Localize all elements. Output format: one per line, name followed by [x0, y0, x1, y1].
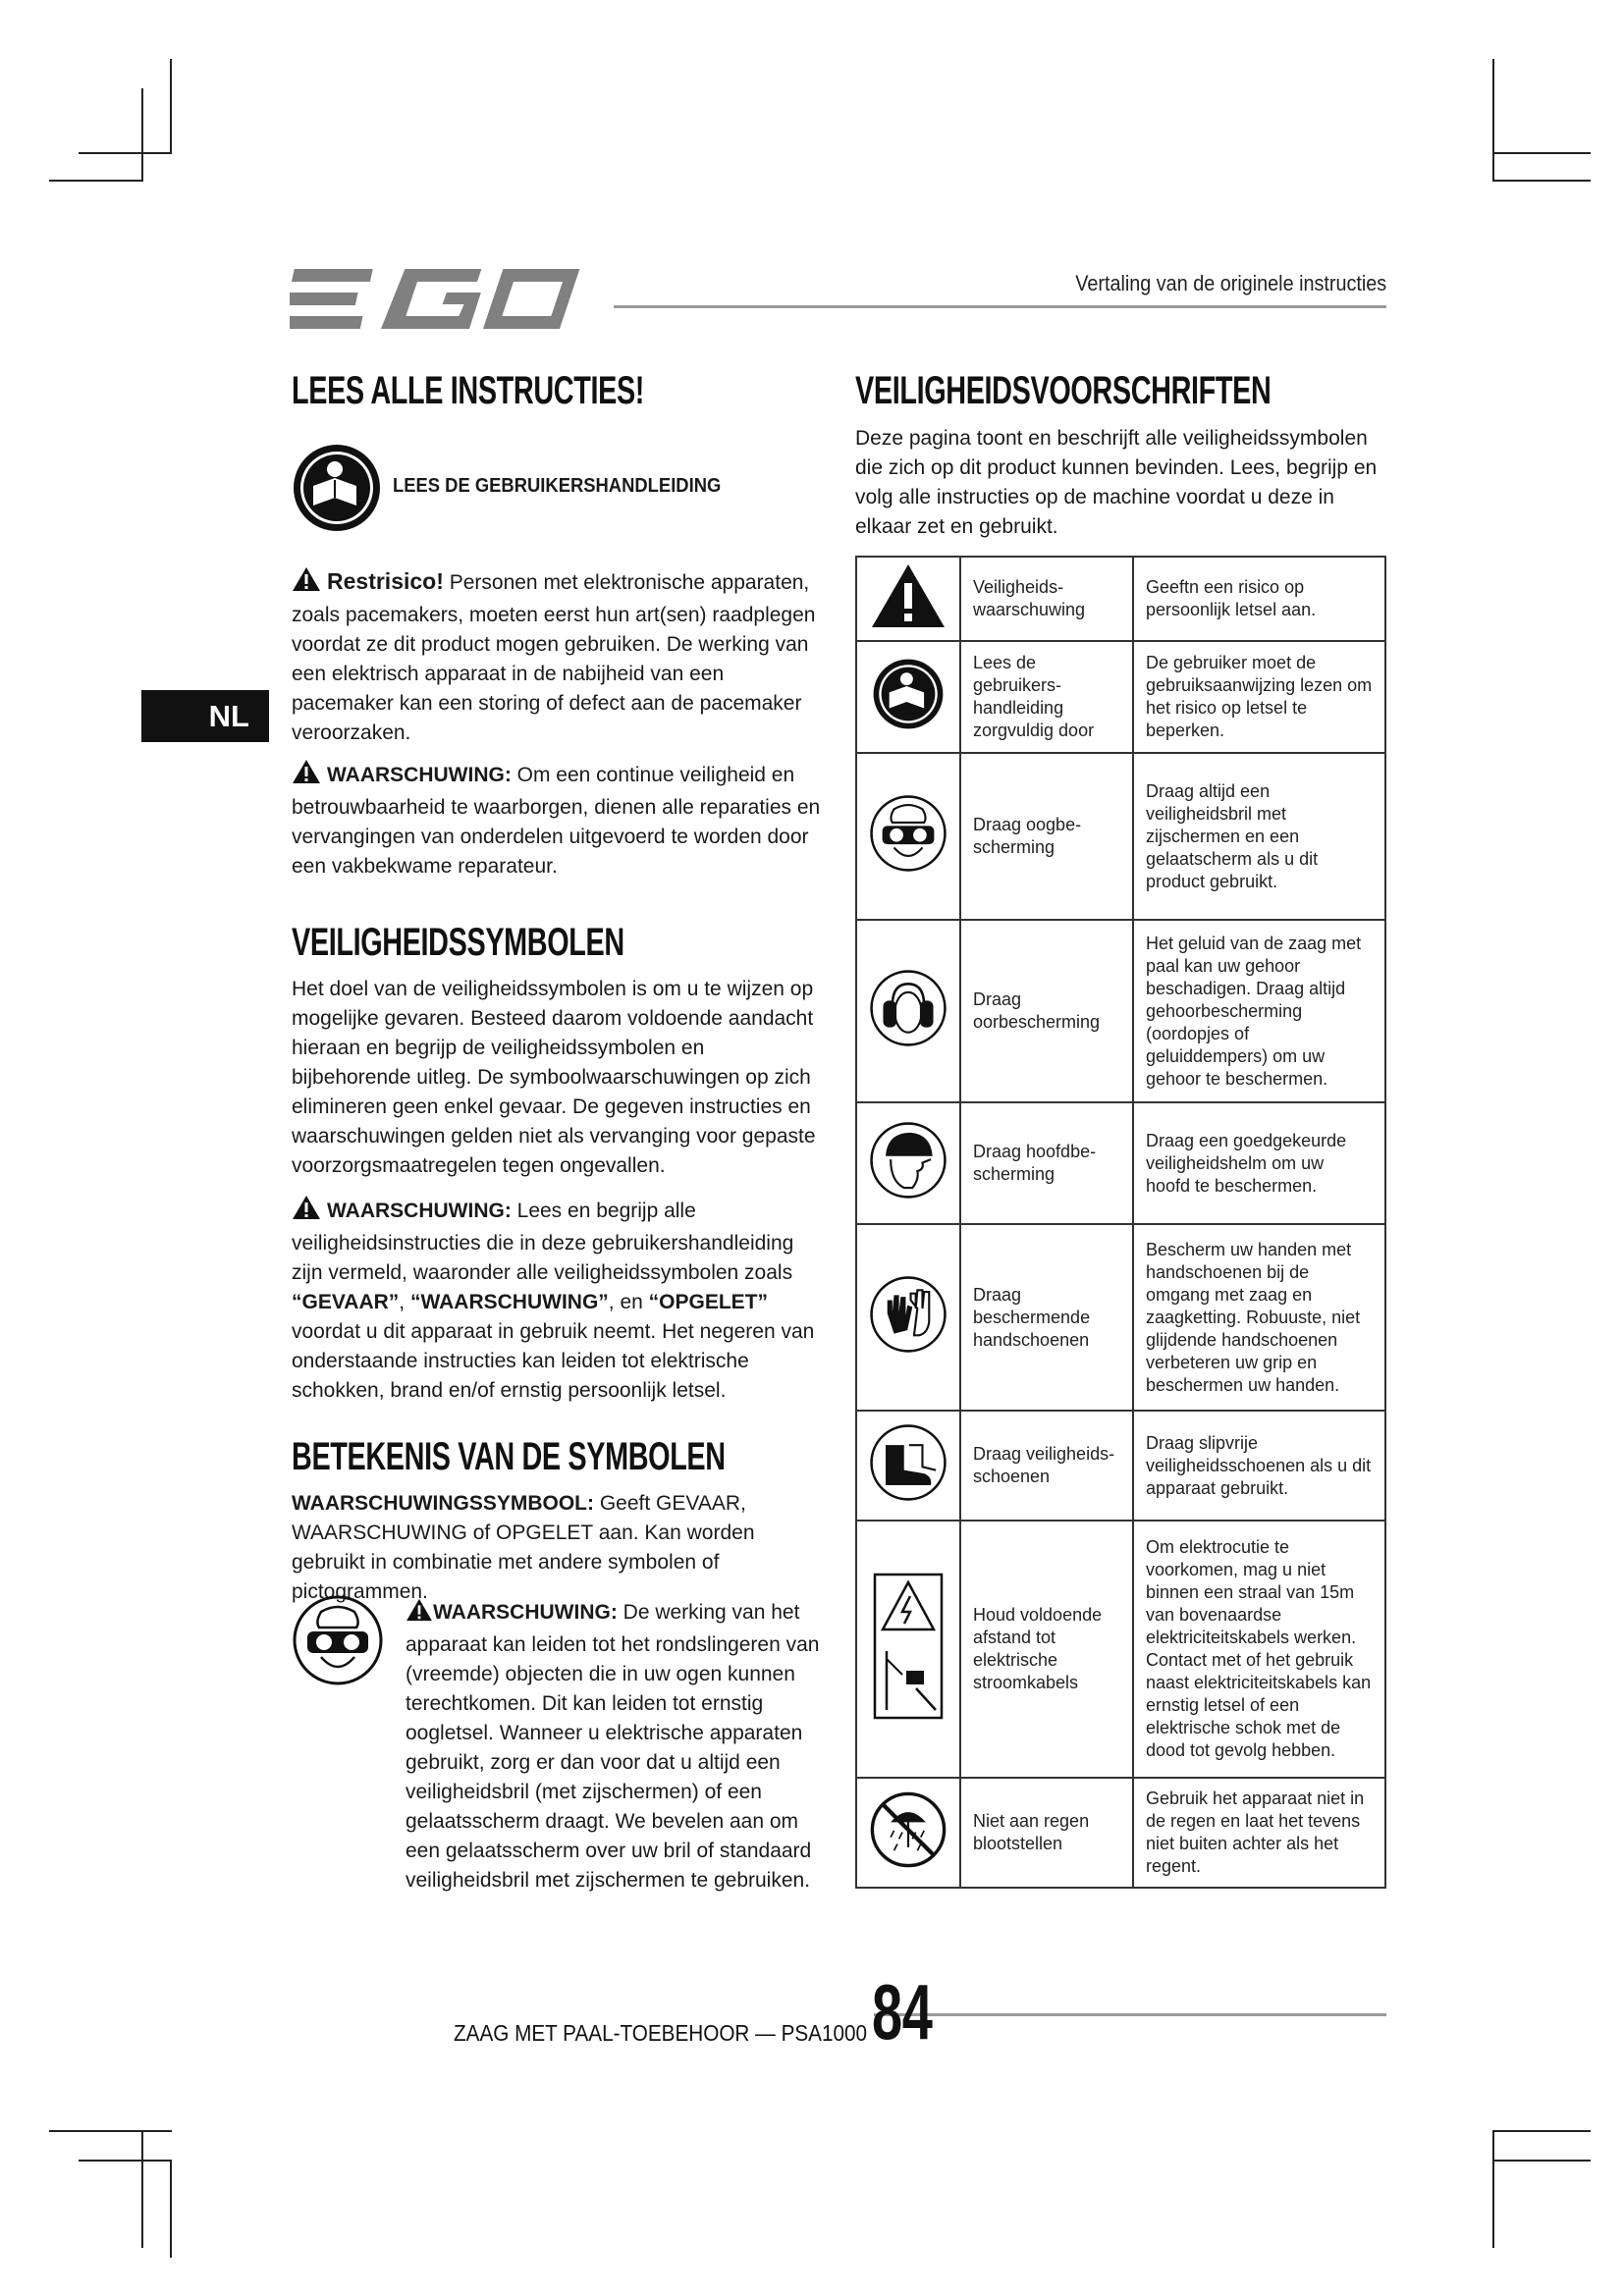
- crop-mark: [49, 2130, 172, 2132]
- crop-mark: [170, 59, 172, 152]
- crop-mark: [1492, 2130, 1494, 2248]
- symbol-name: Lees de gebruikers-handleiding zorgvuldig door: [960, 641, 1133, 753]
- brand-logo: [290, 263, 584, 336]
- table-row: [856, 1778, 1385, 1888]
- table-row: [856, 920, 1385, 1102]
- symbol-cell: [856, 920, 960, 1102]
- crop-mark: [79, 2160, 172, 2162]
- crop-mark: [1492, 2130, 1591, 2132]
- crop-mark: [170, 2160, 172, 2258]
- table-row: [856, 641, 1385, 753]
- warning-repairs-paragraph: [292, 759, 827, 881]
- warning-symbol-paragraph: [292, 1489, 822, 1607]
- ear-protection-icon: [869, 969, 947, 1047]
- warning-symbol-label: WAARSCHUWINGSSYMBOOL:: [292, 1492, 594, 1515]
- warning-triangle-icon: [292, 759, 321, 793]
- table-row: [856, 557, 1385, 641]
- residual-risk-text: Personen met elektronische apparaten, zoals pacemakers, moeten eerst hun art(sen) raadplegen voordat ze dit product mogen gebruiken. De werking van een elektrisch apparaat in de nabijheid van een pacemaker kan een storing of defect aan de pacemaker veroorzaken.: [292, 571, 816, 744]
- crop-mark: [1492, 152, 1591, 154]
- heading-safety-symbols: VEILIGHEIDSSYMBOLEN: [292, 921, 624, 964]
- safety-boots-icon: [869, 1423, 947, 1502]
- residual-risk-paragraph: [292, 566, 822, 748]
- crop-mark: [1492, 2160, 1591, 2162]
- warning-instructions-paragraph: [292, 1195, 822, 1406]
- symbol-name: Draag oogbe-scherming: [960, 753, 1133, 920]
- crop-mark: [79, 152, 172, 154]
- warning-text: De werking van het apparaat kan leiden tot het rondslingeren van (vreemde) objecten die in uw ogen kunnen terechtkomen. Dit kan leiden tot ernstig oogletsel. Wanneer u elektrische apparaten gebruikt, zorg er dan voor dat u altijd een veiligheidsbril (met zijschermen) of een gelaatsscherm draagt. We bevelen aan om een gelaatsscherm over uw bril of standaard veiligheidsbril met zijschermen te gebruiken.: [406, 1601, 820, 1892]
- table-row: [856, 1521, 1385, 1778]
- warning-text: Lees en begrijp alle veiligheidsinstructies die in deze gebruikershandleiding zijn vermeld, waaronder alle veiligheidssymbolen zoals: [292, 1200, 794, 1284]
- footer-product: ZAAG MET PAAL-TOEBEHOOR — PSA1000: [454, 2020, 868, 2046]
- table-row: [856, 1224, 1385, 1411]
- signal-word-warning: “WAARSCHUWING”: [409, 1291, 609, 1313]
- table-row: [856, 1102, 1385, 1224]
- symbol-description: Draag slipvrije veiligheidsschoenen als u dit apparaat gebruikt.: [1133, 1411, 1385, 1521]
- symbol-description: Draag altijd een veiligheidsbril met zijschermen en een gelaatscherm als u dit product gebruikt.: [1133, 753, 1385, 920]
- heading-safety-rules: VEILIGHEIDSVOORSCHRIFTEN: [855, 369, 1272, 412]
- language-tab: [141, 690, 269, 742]
- symbol-description: De gebruiker moet de gebruiksaanwijzing lezen om het risico op letsel te beperken.: [1133, 641, 1385, 753]
- crop-mark: [49, 180, 142, 182]
- table-row: [856, 1411, 1385, 1521]
- safety-rules-intro: Deze pagina toont en beschrijft alle veiligheidssymbolen die zich op dit product kunnen bevinden. Lees, begrijp en volg alle instructies op de machine voordat u deze in elkaar zet en gebruikt.: [855, 427, 1378, 538]
- separator: ,: [399, 1291, 410, 1313]
- symbol-description: Bescherm uw handen met handschoenen bij de omgang met zaag en zaagketting. Robuuste, niet glijdende handschoenen verbeteren uw grip en beschermen uw handen.: [1133, 1224, 1385, 1411]
- table-row: [856, 753, 1385, 920]
- header-rule: [614, 305, 1386, 308]
- warning-triangle-icon: [406, 1598, 433, 1630]
- heading-read-all: LEES ALLE INSTRUCTIES!: [292, 369, 645, 412]
- warning-triangle-icon: [292, 566, 321, 601]
- power-line-icon: [873, 1573, 944, 1720]
- symbol-name: Houd voldoende afstand tot elektrische stroomkabels: [960, 1521, 1133, 1778]
- crop-mark: [1492, 180, 1591, 182]
- warning-label: WAARSCHUWING:: [433, 1601, 618, 1624]
- symbol-cell: [856, 641, 960, 753]
- read-manual-icon: [292, 443, 382, 533]
- eye-protection-icon: [869, 794, 947, 873]
- symbol-description: Het geluid van de zaag met paal kan uw gehoor beschadigen. Draag altijd gehoorbescherming (oordopjes of geluiddempers) om uw gehoor te beschermen.: [1133, 920, 1385, 1102]
- no-rain-icon: [869, 1790, 947, 1869]
- footer-rule: [874, 2013, 1386, 2016]
- eye-protection-icon: [292, 1594, 384, 1686]
- safety-symbols-paragraph: Het doel van de veiligheidssymbolen is om u te wijzen op mogelijke gevaren. Besteed daarom voldoende aandacht hieraan en begrijp de veiligheidssymbolen en bijbehorende uitleg. De symboolwaarschuwingen op zich elimineren geen enkel gevaar. De gegeven instructies en waarschuwingen gelden niet als vervanging voor gepaste voorzorgsmaatregelen tegen ongevallen.: [292, 978, 816, 1177]
- symbol-name: Draag veiligheids-schoenen: [960, 1411, 1133, 1521]
- warning-triangle-icon: [869, 561, 947, 630]
- symbol-description: Geeftn een risico op persoonlijk letsel aan.: [1133, 557, 1385, 641]
- symbol-cell: [856, 1224, 960, 1411]
- safety-symbols-table: [855, 556, 1386, 1889]
- warning-label: WAARSCHUWING:: [327, 1200, 512, 1222]
- symbol-description: Draag een goedgekeurde veiligheidshelm om uw hoofd te beschermen.: [1133, 1102, 1385, 1224]
- warning-triangle-icon: [292, 1195, 321, 1229]
- heading-symbol-meaning: BETEKENIS VAN DE SYMBOLEN: [292, 1435, 726, 1478]
- crop-mark: [1492, 59, 1494, 182]
- page-number: 84: [872, 1968, 933, 2056]
- header-subtitle: Vertaling van de originele instructies: [1075, 271, 1386, 295]
- crop-mark: [141, 2130, 143, 2248]
- separator: , en: [608, 1291, 649, 1313]
- read-manual-icon: [872, 658, 945, 730]
- language-tab-label: NL: [208, 699, 249, 733]
- symbol-name: Draag hoofdbe-scherming: [960, 1102, 1133, 1224]
- gloves-icon: [869, 1275, 947, 1354]
- warning-symbol-text: Geeft GEVAAR, WAARSCHUWING of OPGELET aan. Kan worden gebruikt in combinatie met andere symbolen of pictogrammen.: [292, 1492, 755, 1603]
- symbol-cell: [856, 753, 960, 920]
- signal-word-caution: “OPGELET”: [648, 1291, 769, 1313]
- symbol-name: Veiligheids- waarschuwing: [960, 557, 1133, 641]
- symbol-cell: [856, 1778, 960, 1888]
- warning-text-continued: voordat u dit apparaat in gebruik neemt. Het negeren van onderstaande instructies kan leiden tot elektrische schokken, brand en/of ernstig persoonlijk letsel.: [292, 1320, 815, 1402]
- crop-mark: [141, 88, 143, 182]
- symbol-cell: [856, 1411, 960, 1521]
- warning-text: Om een continue veiligheid en betrouwbaarheid te waarborgen, dienen alle reparaties en vervangingen van onderdelen uitgevoerd te worden door een vakbekwame reparateur.: [292, 764, 821, 878]
- warning-eye-paragraph: [406, 1598, 830, 1896]
- symbol-cell: [856, 1102, 960, 1224]
- residual-risk-label: Restrisico!: [327, 568, 444, 594]
- symbol-name: Niet aan regen blootstellen: [960, 1778, 1133, 1888]
- warning-label: WAARSCHUWING:: [327, 764, 512, 786]
- head-protection-icon: [869, 1121, 947, 1200]
- symbol-name: Draag oorbescherming: [960, 920, 1133, 1102]
- signal-word-danger: “GEVAAR”: [292, 1291, 400, 1313]
- read-manual-label: LEES DE GEBRUIKERSHANDLEIDING: [393, 475, 722, 497]
- symbol-name: Draag beschermende handschoenen: [960, 1224, 1133, 1411]
- symbol-description: Gebruik het apparaat niet in de regen en laat het tevens niet buiten achter als het regent.: [1133, 1778, 1385, 1888]
- symbol-cell: [856, 1521, 960, 1778]
- symbol-cell: [856, 557, 960, 641]
- symbol-description: Om elektrocutie te voorkomen, mag u niet binnen een straal van 15m van bovenaardse elektriciteitskabels werken. Contact met of het gebruik naast elektriciteitskabels kan ernstig letsel of een elektrische schok met de dood tot gevolg hebben.: [1133, 1521, 1385, 1778]
